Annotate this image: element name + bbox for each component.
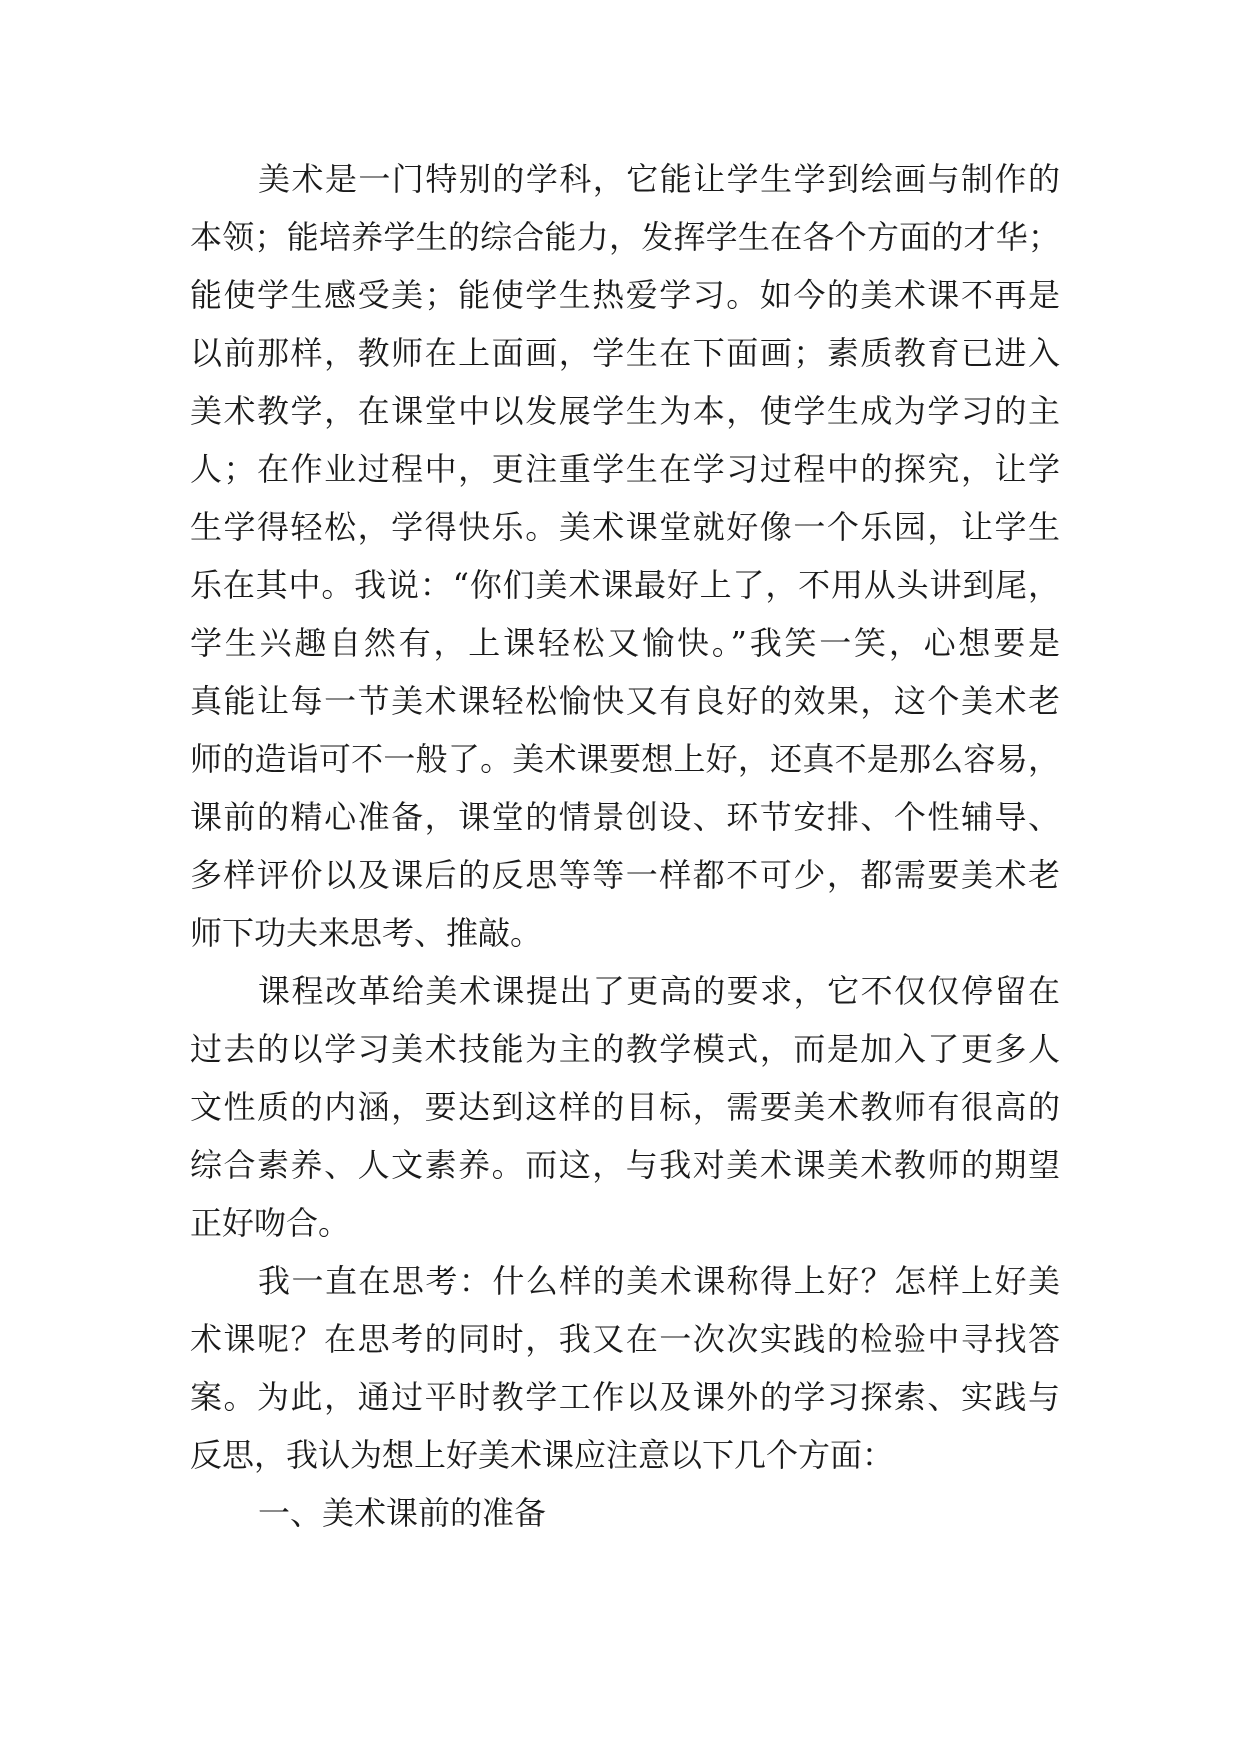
text-line: 我一直在思考：什么样的美术课称得上好？怎样上好美 [258,1262,1060,1300]
text-line: 反思，我认为想上好美术课应注意以下几个方面： [190,1436,895,1474]
text-line: 课前的精心准备，课堂的情景创设、环节安排、个性辅导、 [190,798,1060,836]
text-line: 案。为此，通过平时教学工作以及课外的学习探索、实践与 [190,1378,1060,1416]
text-line: 一、美术课前的准备 [258,1494,547,1532]
text-line: 多样评价以及课后的反思等等一样都不可少，都需要美术老 [190,856,1060,894]
text-line: 学生兴趣自然有，上课轻松又愉快。”我笑一笑，心想要是 [190,624,1060,662]
text-line: 本领；能培养学生的综合能力，发挥学生在各个方面的才华； [190,218,1060,256]
text-line: 综合素养、人文素养。而这，与我对美术课美术教师的期望 [190,1146,1060,1184]
document-body [190,150,1060,1542]
text-line: 生学得轻松，学得快乐。美术课堂就好像一个乐园，让学生 [190,508,1060,546]
text-line: 真能让每一节美术课轻松愉快又有良好的效果，这个美术老 [190,682,1060,720]
text-line: 美术教学，在课堂中以发展学生为本，使学生成为学习的主 [190,392,1060,430]
text-line: 师的造诣可不一般了。美术课要想上好，还真不是那么容易， [190,740,1060,778]
text-line: 美术是一门特别的学科，它能让学生学到绘画与制作的 [258,160,1060,198]
text-line: 师下功夫来思考、推敲。 [190,914,543,952]
text-line: 正好吻合。 [190,1204,351,1242]
text-line: 人；在作业过程中，更注重学生在学习过程中的探究，让学 [190,450,1060,488]
text-line: 乐在其中。我说：“你们美术课最好上了，不用从头讲到尾， [190,566,1060,604]
text-line: 过去的以学习美术技能为主的教学模式，而是加入了更多人 [190,1030,1060,1068]
text-line: 能使学生感受美；能使学生热爱学习。如今的美术课不再是 [190,276,1060,314]
text-line: 以前那样，教师在上面画，学生在下面画；素质教育已进入 [190,334,1060,372]
text-line: 文性质的内涵，要达到这样的目标，需要美术教师有很高的 [190,1088,1060,1126]
text-line: 术课呢？在思考的同时，我又在一次次实践的检验中寻找答 [190,1320,1060,1358]
text-line: 课程改革给美术课提出了更高的要求，它不仅仅停留在 [258,972,1060,1010]
